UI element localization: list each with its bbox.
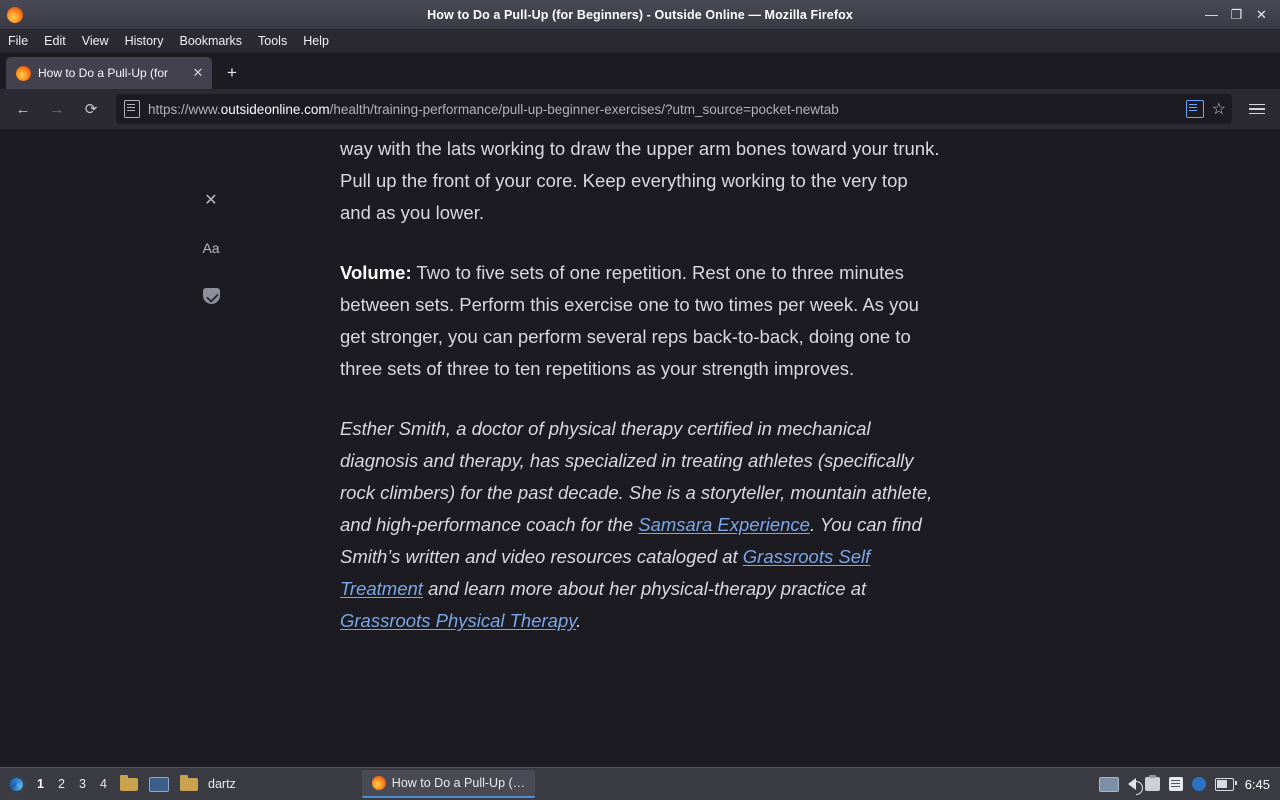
- volume-label: Volume:: [340, 262, 412, 283]
- notes-icon[interactable]: [1169, 777, 1183, 791]
- battery-icon[interactable]: [1215, 778, 1234, 791]
- menu-history[interactable]: History: [124, 34, 164, 48]
- notes-glyph-icon: [1169, 777, 1183, 791]
- firefox-logo-icon: [6, 6, 24, 24]
- link-samsara-experience[interactable]: Samsara Experience: [638, 514, 810, 535]
- system-taskbar: [0, 767, 1280, 800]
- start-menu-button[interactable]: [4, 772, 28, 796]
- url-path: /health/training-performance/pull-up-beginner-exercises/?utm_source=pocket-newtab: [329, 101, 839, 117]
- hamburger-icon: [1248, 104, 1266, 115]
- volume-text: Two to five sets of one repetition. Rest one to three minutes between sets. Perform this exercise one to two times per week. As you get stronger, you can perform several reps back-to-back, doing one to three sets of three to ten repetitions as your strength improves.: [340, 262, 919, 379]
- window-titlebar: [0, 0, 1280, 30]
- menu-bar: [0, 30, 1280, 53]
- taskbar-window-label: How to Do a Pull-Up (…: [391, 776, 526, 790]
- reload-icon[interactable]: ⟳: [84, 101, 98, 118]
- menu-edit[interactable]: Edit: [44, 34, 66, 48]
- start-icon: [8, 776, 25, 793]
- monitor-icon: [1099, 777, 1119, 792]
- url-prefix: https://www.: [148, 101, 221, 117]
- pocket-icon: [203, 288, 220, 304]
- save-to-pocket-button[interactable]: [196, 281, 226, 311]
- tab-strip: [0, 53, 1280, 89]
- clipboard-icon[interactable]: [1145, 777, 1160, 791]
- updates-icon[interactable]: [1192, 777, 1206, 791]
- desktop-switcher-1[interactable]: 1: [37, 777, 44, 791]
- battery-glyph-icon: [1215, 778, 1234, 791]
- volume-icon[interactable]: [1128, 778, 1136, 790]
- maximize-icon[interactable]: ❐: [1230, 7, 1243, 22]
- speaker-icon: [1128, 778, 1136, 790]
- navigation-toolbar: [0, 89, 1280, 129]
- reader-text-size-icon[interactable]: Aa: [202, 240, 220, 256]
- menu-help[interactable]: Help: [303, 34, 329, 48]
- article-paragraph-1: way with the lats working to draw the upper arm bones toward your trunk. Pull up the front of your core. Keep everything working to the very top and as you lower.: [340, 138, 940, 223]
- reader-sidebar-toolbar: [196, 185, 226, 311]
- back-icon[interactable]: ←: [15, 100, 31, 118]
- folder-icon: [180, 778, 198, 791]
- article-body: [340, 129, 940, 665]
- window-controls: [1205, 8, 1274, 21]
- link-grassroots-self-treatment[interactable]: Grassroots Self Treatment: [340, 546, 871, 599]
- folder-dartz-label[interactable]: dartz: [208, 777, 236, 791]
- window-icon: [149, 777, 169, 792]
- bio-text-4: .: [576, 610, 582, 631]
- close-icon[interactable]: ✕: [1256, 7, 1267, 22]
- menu-file[interactable]: File: [8, 34, 29, 48]
- launcher-terminal-button[interactable]: [146, 772, 172, 796]
- url-host: outsideonline.com: [220, 101, 330, 117]
- article-author-bio: [340, 413, 940, 637]
- article-paragraph-volume: [340, 257, 940, 385]
- taskbar-clock[interactable]: 6:45: [1244, 776, 1270, 792]
- minimize-icon[interactable]: —: [1205, 7, 1218, 22]
- update-badge-icon: [1192, 777, 1206, 791]
- firefox-favicon-icon: [372, 776, 386, 790]
- desktop-switcher-2[interactable]: 2: [58, 777, 65, 791]
- folder-icon: [120, 778, 138, 791]
- bio-text-3: and learn more about her physical-therapy practice at: [422, 578, 867, 599]
- menu-tools[interactable]: Tools: [258, 34, 288, 48]
- forward-icon[interactable]: →: [49, 100, 65, 118]
- url-bar[interactable]: [116, 94, 1232, 124]
- reader-mode-icon[interactable]: [1186, 100, 1204, 118]
- page-info-icon[interactable]: [124, 100, 140, 118]
- folder-dartz-button[interactable]: [176, 772, 202, 796]
- clipboard-glyph-icon: [1145, 777, 1160, 791]
- menu-bookmarks[interactable]: Bookmarks: [179, 34, 243, 48]
- launcher-files-button[interactable]: [116, 772, 142, 796]
- tab-favicon-icon: [16, 66, 31, 81]
- bio-text-1: Esther Smith, a doctor of physical therapy certified in mechanical diagnosis and therapy, has specialized in treating athletes (specifically rock climbers) for the past decade. She is a storyteller, mountain athlete, and high-performance coach for the: [340, 418, 933, 535]
- browser-tab[interactable]: [6, 57, 212, 89]
- menu-view[interactable]: View: [81, 34, 109, 48]
- page-content: [0, 129, 1280, 767]
- desktop-switcher-3[interactable]: 3: [79, 777, 86, 791]
- bookmark-star-icon[interactable]: ☆: [1211, 101, 1226, 118]
- url-text: [148, 102, 1178, 117]
- display-settings-icon[interactable]: [1099, 777, 1119, 792]
- app-menu-button[interactable]: [1242, 94, 1272, 124]
- desktop-switcher-4[interactable]: 4: [100, 777, 107, 791]
- window-title: How to Do a Pull-Up (for Beginners) - Outside Online — Mozilla Firefox: [427, 7, 853, 22]
- reader-close-icon[interactable]: ✕: [204, 192, 218, 209]
- taskbar-window-firefox[interactable]: [362, 770, 535, 798]
- bio-text-2: . You can find Smith’s written and video resources cataloged at: [340, 514, 922, 567]
- new-tab-button[interactable]: +: [227, 63, 237, 82]
- link-grassroots-physical-therapy[interactable]: Grassroots Physical Therapy: [340, 610, 577, 631]
- tab-close-icon[interactable]: ✕: [192, 65, 204, 80]
- tab-label: How to Do a Pull-Up (for: [38, 66, 169, 80]
- system-tray: [1099, 777, 1276, 792]
